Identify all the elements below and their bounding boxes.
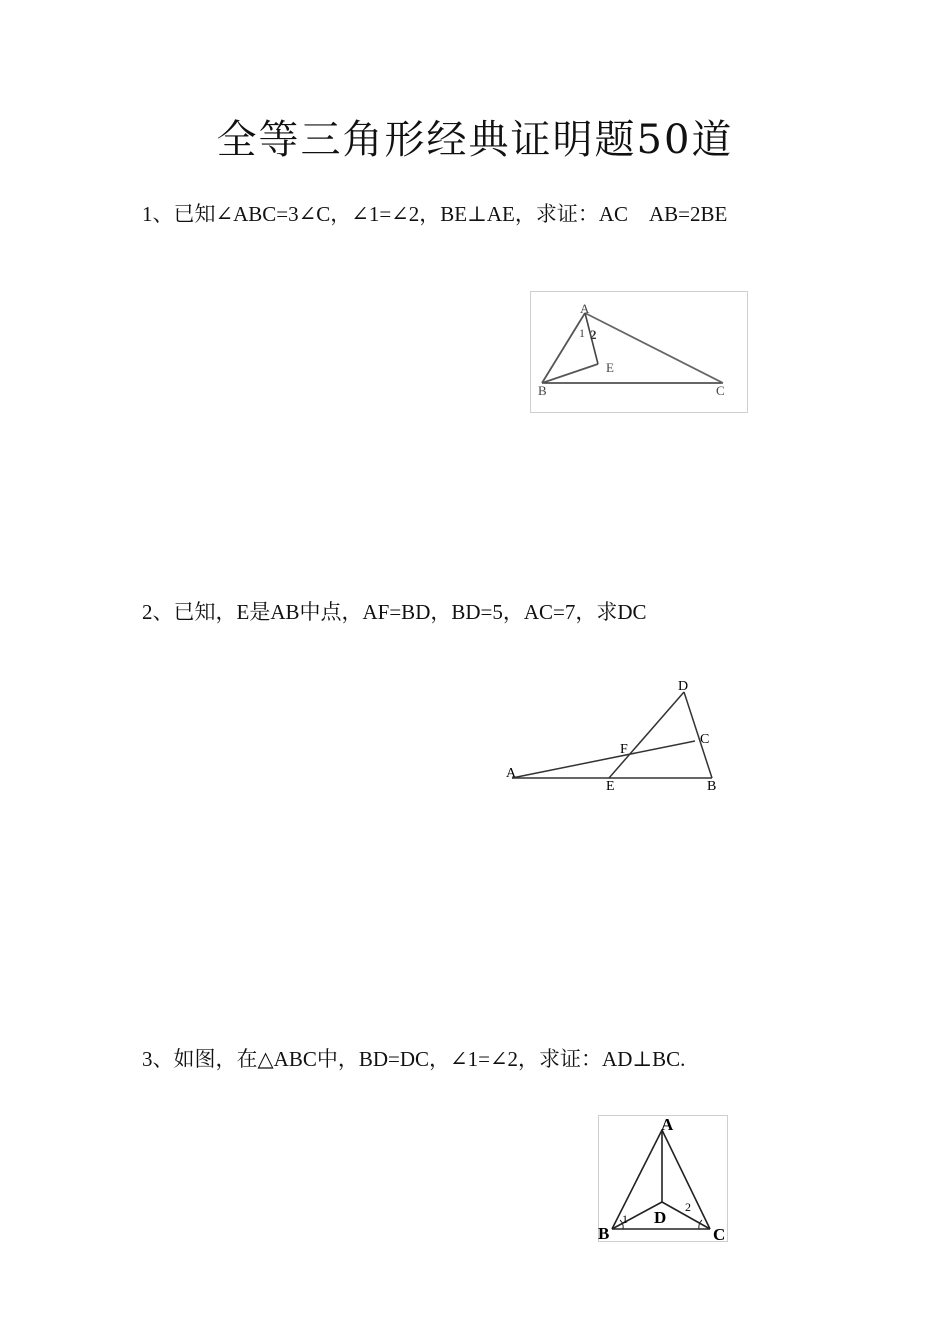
problem-2-figure [500,672,730,798]
point-label-a: A [580,301,590,316]
angle-label-1: 1 [579,326,585,340]
segment-be [542,364,598,383]
point-label-a: A [661,1115,674,1134]
point-label-c: C [713,1225,726,1244]
point-label-d: D [678,679,689,694]
problem-3-figure [598,1112,730,1244]
segment-ab [542,313,585,383]
angle-label-2: 2 [590,327,597,342]
point-label-a: A [506,766,517,781]
problem-1-text: 1、已知∠ABC=3∠C，∠1=∠2，BE⊥AE，求证：AC AB=2BE [142,202,728,226]
figure-frame [531,292,748,413]
point-label-b: B [598,1224,610,1243]
point-label-f: F [620,742,628,757]
segment-ac [662,1130,710,1229]
problem-3-text: 3、如图，在△ABC中，BD=DC，∠1=∠2，求证：AD⊥BC. [142,1047,686,1071]
problem-1-figure [530,291,748,413]
angle-label-2: 2 [685,1200,691,1214]
point-label-c: C [716,383,725,398]
segment-ac [512,741,695,778]
point-label-e: E [606,779,615,794]
segment-de [609,692,684,778]
point-label-d: D [654,1208,667,1227]
point-label-c: C [700,732,710,747]
point-label-b: B [707,779,717,794]
point-label-b: B [538,383,547,398]
point-label-e: E [606,360,614,375]
angle-label-1: 1 [622,1212,628,1226]
page-title: 全等三角形经典证明题50道 [216,117,734,163]
problem-2-text: 2、已知，E是AB中点，AF=BD，BD=5，AC=7，求DC [142,600,647,624]
